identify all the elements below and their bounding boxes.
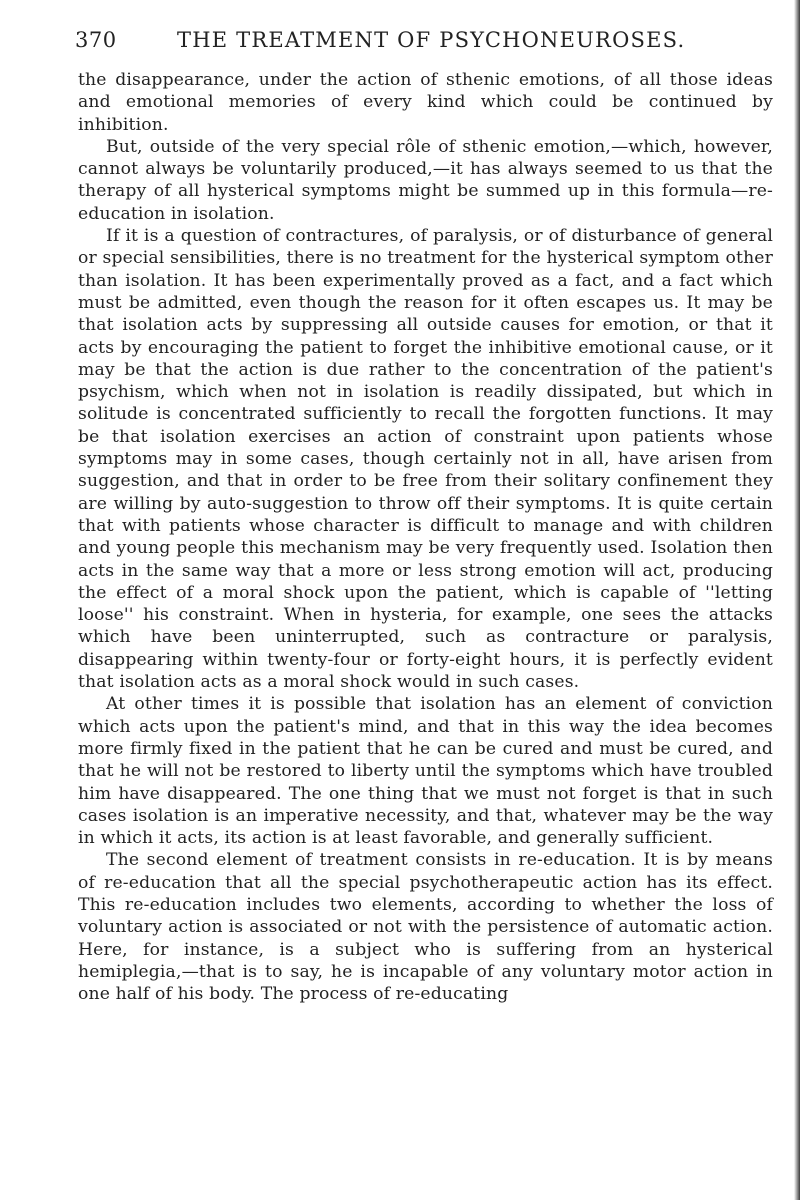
paragraph: If it is a question of contractures, of paralysis, or of disturbance of general or special sensibilities, there is no treatment for the hysterical symptom other than isolation. It has been experimentally proved as a fact, and a fact which must be admitted, even though the reason for it often escapes us. It may be that isolation acts by suppressing all outside causes for emotion, or that it acts by encouraging the patient to forget the inhibitive emotional cause, or it may be that the action is due rather to the concentration of the patient's psychism, which when not in isolation is readily dissipated, but which in solitude is concentrated sufficiently to recall the forgotten functions. It may be that isolation exercises an action of constraint upon patients whose symptoms may in some cases, though certainly not in all, have arisen from suggestion, and that in order to be free from their solitary confinement they are willing by auto-suggestion to throw off their symptoms. It is quite certain that with patients whose character is difficult to manage and with children and young people this mechanism may be very frequently used. Isolation then acts in the same way that a more or less strong emotion will act, producing the effect of a moral shock upon the patient, which is capable of ''letting loose'' his constraint. When in hysteria, for example, one sees the attacks which have been uninterrupted, such as contracture or paralysis, disappearing within twenty-four or forty-eight hours, it is perfectly evident that isolation acts as a moral shock would in such cases.	[78, 226, 773, 693]
paragraph-continued: the disappearance, under the action of sthenic emotions, of all those ideas and emotional memories of every kind which could be continued by inhibition.	[78, 70, 773, 135]
page-edge-shadow	[794, 0, 800, 1200]
paragraph: At other times it is possible that isolation has an element of conviction which acts upon the patient's mind, and that in this way the idea becomes more firmly fixed in the patient that he can be cured and must be cured, and that he will not be restored to liberty until the symptoms which have troubled him have disappeared. The one thing that we must not forget is that in such cases isolation is an imperative necessity, and that, whatever may be the way in which it acts, its action is at least favorable, and generally sufficient.	[78, 694, 773, 849]
paragraph: The second element of treatment consists in re-education. It is by means of re-education that all the special psychotherapeutic action has its effect. This re-education includes two elements, according to whether the loss of voluntary action is associated or not with the persistence of automatic action. Here, for instance, is a subject who is suffering from an hysterical hemiplegia,—that is to say, he is incapable of any voluntary motor action in one half of his body. The process of re-educating	[78, 850, 773, 1005]
body-text	[78, 69, 773, 1005]
paragraph: But, outside of the very special rôle of sthenic emotion,—which, however, cannot always be voluntarily produced,—it has always seemed to us that the therapy of all hysterical symptoms might be summed up in this formula—re-education in isolation.	[78, 136, 773, 224]
page-header	[75, 26, 775, 54]
running-head: THE TREATMENT OF PSYCHONEUROSES.	[177, 28, 686, 52]
page-number: 370	[75, 28, 117, 52]
